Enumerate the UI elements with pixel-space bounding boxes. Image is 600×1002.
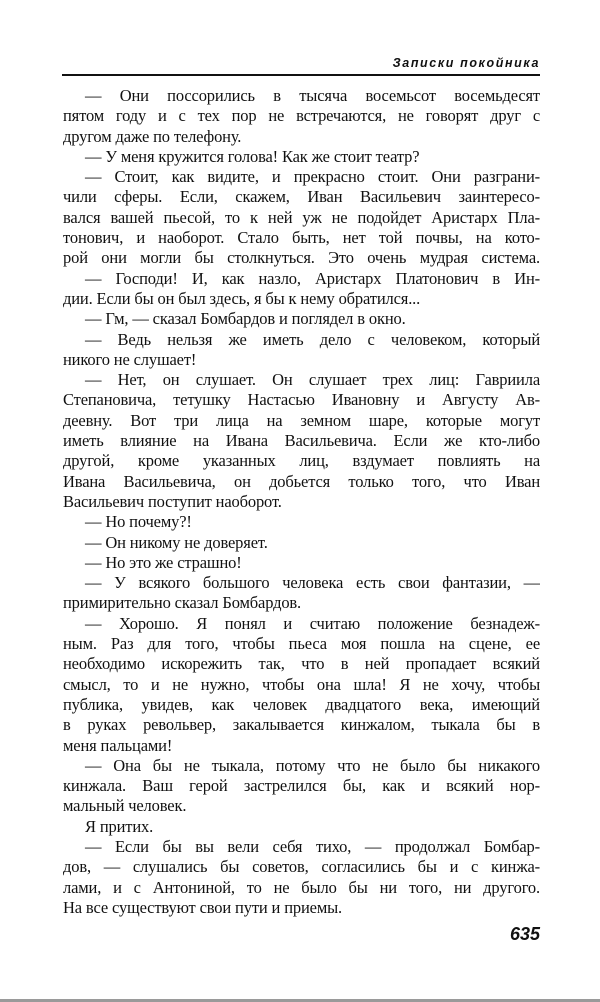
- text-line: в руках револьвер, закалывается кинжалом, тыкала бы в: [63, 715, 540, 735]
- text-line: — Но это же страшно!: [85, 552, 242, 572]
- text-line: — Если бы вы вели себя тихо, — продолжал Бомбар-: [85, 836, 540, 856]
- text-line: ным. Раз для того, чтобы пьеса моя пошла на сцене, ее: [63, 634, 540, 654]
- text-line: — Стоит, как видите, и прекрасно стоит. Они разграни-: [85, 167, 540, 187]
- text-line: дов, — слушались бы советов, согласились бы и с кинжа-: [63, 857, 540, 877]
- text-line: — Она бы не тыкала, потому что не было бы никакого: [85, 755, 540, 775]
- page-number: 635: [509, 924, 540, 944]
- text-line: рой они могли бы столкнуться. Это очень мудрая система.: [63, 248, 540, 268]
- text-line: тонович, и наоборот. Стало быть, нет той почвы, на кото-: [63, 228, 540, 248]
- text-line: другой, кроме указанных лиц, вздумает повлиять на: [63, 451, 540, 471]
- text-line: публика, увидев, как человек двадцатого века, имеющий: [63, 694, 540, 714]
- text-line: — У меня кружится голова! Как же стоит театр?: [85, 146, 420, 166]
- text-line: дии. Если бы он был здесь, я бы к нему обратился...: [63, 288, 421, 308]
- text-line: кинжала. Ваш герой застрелился бы, как и всякий нор-: [63, 776, 540, 796]
- text-line: необходимо искорежить так, что в ней пропадает всякий: [63, 654, 540, 674]
- text-line: — Гм, — сказал Бомбардов и поглядел в окно.: [85, 309, 406, 329]
- text-line: другом даже по телефону.: [63, 126, 242, 146]
- text-line: иметь влияние на Ивана Васильевича. Если же кто-либо: [63, 431, 540, 451]
- text-line: примирительно сказал Бомбардов.: [63, 593, 302, 613]
- text-line: — Нет, он слушает. Он слушает трех лиц: Гавриила: [85, 370, 540, 390]
- text-line: На все существуют свои пути и приемы.: [63, 897, 343, 917]
- text-line: вался вашей пьесой, то к ней уж не подойдет Аристарх Пла-: [63, 207, 540, 227]
- text-line: — Ведь нельзя же иметь дело с человеком, который: [85, 329, 540, 349]
- text-line: — Но почему?!: [85, 512, 192, 532]
- text-line: Ивана Васильевича, он добьется только того, что Иван: [63, 471, 540, 491]
- text-line: — Он никому не доверяет.: [85, 532, 268, 552]
- text-line: меня пальцами!: [63, 735, 173, 755]
- running-header: Записки покойника: [392, 56, 540, 70]
- text-line: Степановича, тетушку Настасью Ивановну и Августу Ав-: [63, 390, 540, 410]
- text-line: — У всякого большого человека есть свои фантазии, —: [85, 573, 540, 593]
- body-text: [63, 86, 540, 918]
- text-line: лами, и с Антониной, то не было бы ни того, ни другого.: [63, 877, 540, 897]
- text-line: мальный человек.: [63, 796, 187, 816]
- text-line: никого не слушает!: [63, 349, 197, 369]
- text-line: — Господи! И, как назло, Аристарх Платонович в Ин-: [85, 268, 540, 288]
- text-line: смысл, то и не нужно, чтобы она шла! Я не хочу, чтобы: [63, 674, 540, 694]
- text-line: Васильевич поступит наоборот.: [63, 491, 282, 511]
- text-line: деевну. Вот три лица на земном шаре, которые могут: [63, 410, 540, 430]
- text-line: Я притих.: [85, 816, 154, 836]
- text-line: — Хорошо. Я понял и считаю положение безнадеж-: [85, 613, 540, 633]
- header-rule: [62, 74, 540, 76]
- text-line: — Они поссорились в тысяча восемьсот восемьдесят: [85, 86, 540, 105]
- text-line: чили сферы. Если, скажем, Иван Васильевич заинтересо-: [63, 187, 540, 207]
- text-line: пятом году и с тех пор не встречаются, не говорят друг с: [63, 106, 540, 126]
